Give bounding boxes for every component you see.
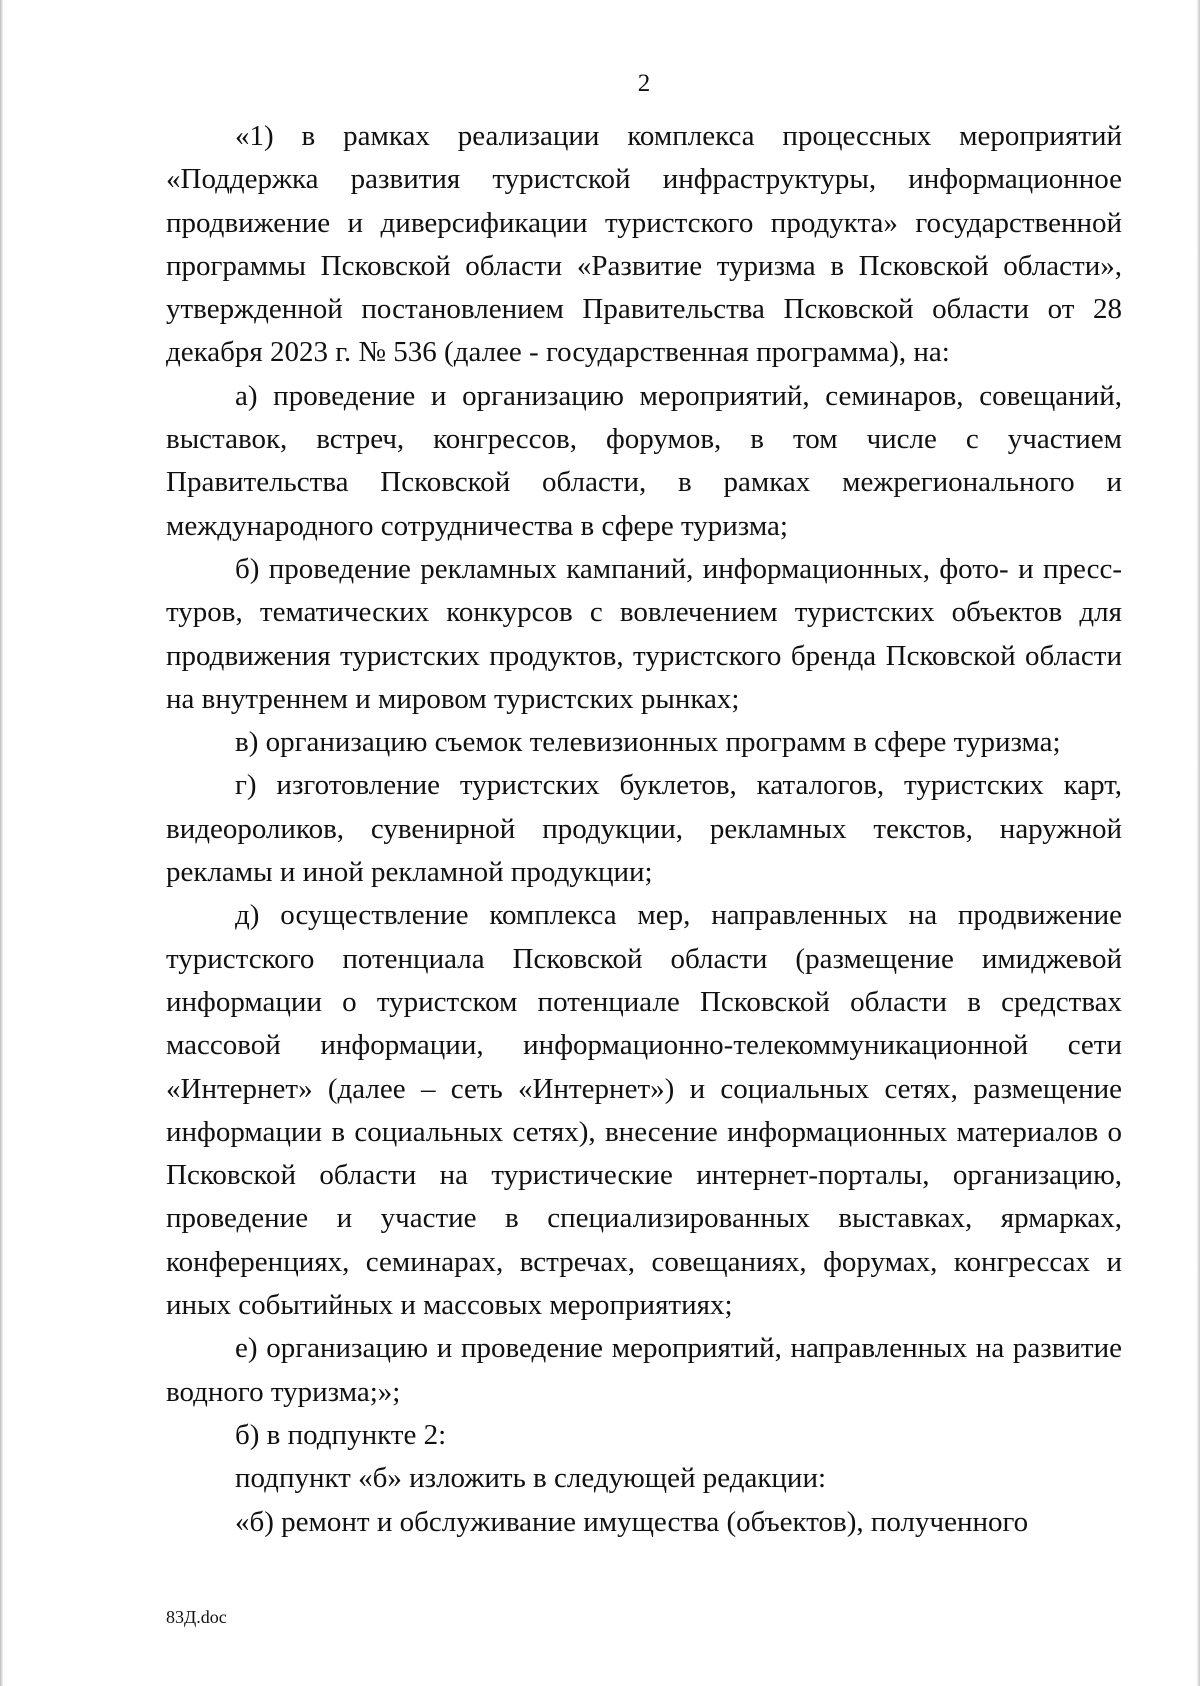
paragraph-intro: «1) в рамках реализации комплекса процессных мероприятий «Поддержка развития туристской инфраструктуры, информационное продвижение и диверсификации туристского продукта» государственной программы Псковской области «Развитие туризма в Псковской области», утвержденной постановлением Правительства Псковской области от 28 декабря 2023 г. № 536 (далее - государственная программа), на: [166,120,1122,369]
paragraph-item-a: а) проведение и организацию мероприятий, семинаров, совещаний, выставок, встреч, конгрессов, форумов, в том числе с участием Правительства Псковской области, в рамках межрегионального и международного сотрудничества в сфере туризма; [166,379,1122,542]
paragraph-item-g: г) изготовление туристских буклетов, каталогов, туристских карт, видеороликов, сувенирной продукции, рекламных текстов, наружной рекламы и иной рекламной продукции; [166,769,1122,889]
paragraph-item-d: д) осуществление комплекса мер, направленных на продвижение туристского потенциала Псковской области (размещение имиджевой информации о туристском потенциале Псковской области в средствах массовой информации, информационно-телекоммуникационной сети «Интернет» (далее – сеть «Интернет») и социальных сетях, размещение информации в социальных сетях), внесение информационных материалов о Псковской области на туристические интернет-порталы, организацию, проведение и участие в специализированных выставках, ярмарках, конференциях, семинарах, встречах, совещаниях, форумах, конгрессах и иных событийных и массовых мероприятиях; [166,899,1122,1322]
paragraph-item-e: е) организацию и проведение мероприятий, направленных на развитие водного туризма;»; [166,1332,1122,1408]
footer-document-code: 83Д.doc [166,1607,227,1627]
paragraph-item-v: в) организацию съемок телевизионных программ в сфере туризма; [235,726,1061,759]
page-number: 2 [637,70,651,97]
scan-edge-left [0,0,3,1686]
paragraph-subpoint-2: б) в подпункте 2: [235,1418,447,1451]
paragraph-subpoint-b-edit: подпункт «б» изложить в следующей редакции: [235,1462,827,1495]
paragraph-item-b: б) проведение рекламных кампаний, информационных, фото- и пресс-туров, тематических конкурсов с вовлечением туристских объектов для продвижения туристских продуктов, туристского бренда Псковской области на внутреннем и мировом туристских рынках; [166,552,1122,715]
document-body [166,115,1122,1544]
paragraph-new-b-text: «б) ремонт и обслуживание имущества (объектов), полученного [235,1505,1029,1538]
